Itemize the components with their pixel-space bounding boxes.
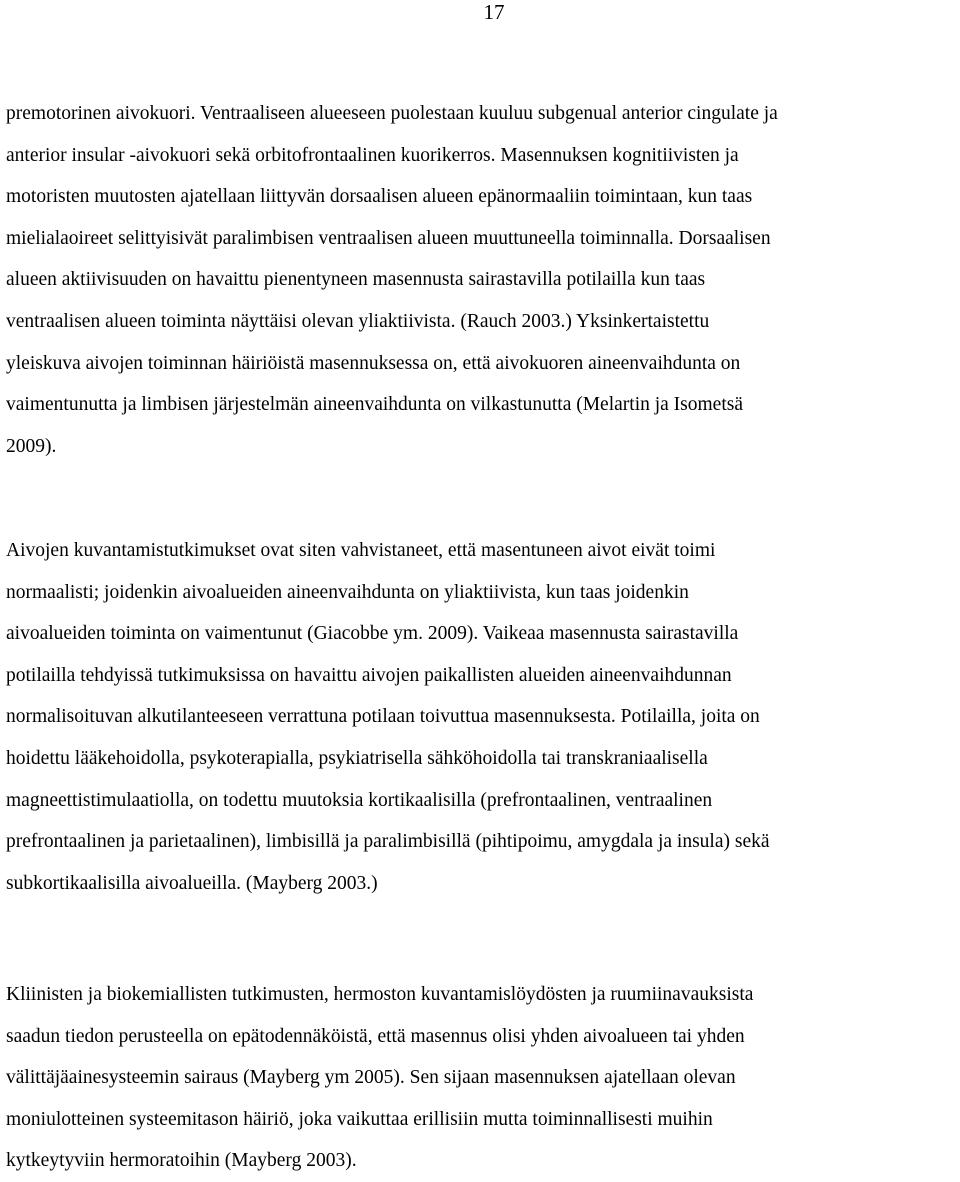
paragraph-line: saadun tiedon perusteella on epätodennäköistä, että masennus olisi yhden aivoalueen tai yhden: [6, 1025, 745, 1047]
paragraph-line: 2009).: [6, 435, 57, 457]
paragraph-line: välittäjäainesysteemin sairaus (Mayberg ym 2005). Sen sijaan masennuksen ajatellaan olevan: [6, 1067, 736, 1089]
paragraph-line: mielialaoireet selittyisivät paralimbisen ventraalisen alueen muuttuneella toiminnalla. Dorsaalisen: [6, 227, 771, 249]
paragraph-line: vaimentunutta ja limbisen järjestelmän aineenvaihdunta on vilkastunutta (Melartin ja Isometsä: [6, 394, 744, 416]
body-paragraph-1: [6, 93, 956, 467]
paragraph-line: magneettistimulaatiolla, on todettu muutoksia kortikaalisilla (prefrontaalinen, ventraalinen: [6, 789, 713, 811]
paragraph-line: aivoalueiden toiminta on vaimentunut (Giacobbe ym. 2009). Vaikeaa masennusta sairastavilla: [6, 623, 739, 645]
paragraph-line: hoidettu lääkehoidolla, psykoterapialla, psykiatrisella sähköhoidolla tai transkraniaalisella: [6, 747, 708, 769]
paragraph-line: kytkeytyviin hermoratoihin (Mayberg 2003).: [6, 1150, 357, 1172]
paragraph-line: subkortikaalisilla aivoalueilla. (Mayberg 2003.): [6, 872, 378, 894]
paragraph-line: normaalisti; joidenkin aivoalueiden aineenvaihdunta on yliaktiivista, kun taas joidenkin: [6, 581, 689, 603]
paragraph-line: potilailla tehdyissä tutkimuksissa on havaittu aivojen paikallisten alueiden aineenvaihdunnan: [6, 664, 732, 686]
body-paragraph-3: [6, 974, 956, 1182]
paragraph-line: moniulotteinen systeemitason häiriö, joka vaikuttaa erillisiin mutta toiminnallisesti muihin: [6, 1108, 713, 1130]
paragraph-line: premotorinen aivokuori. Ventraaliseen alueeseen puolestaan kuuluu subgenual anterior cingulate ja: [6, 103, 778, 124]
paragraph-line: ventraalisen alueen toiminta näyttäisi olevan yliaktiivista. (Rauch 2003.) Yksinkertaistettu: [6, 310, 710, 332]
paragraph-line: normalisoituvan alkutilanteeseen verrattuna potilaan toivuttua masennuksesta. Potilailla, joita on: [6, 706, 760, 728]
paragraph-line: alueen aktiivisuuden on havaittu pienentyneen masennusta sairastavilla potilailla kun taas: [6, 269, 706, 291]
paragraph-line: anterior insular -aivokuori sekä orbitofrontaalinen kuorikerros. Masennuksen kognitiivisten ja: [6, 144, 739, 166]
paragraph-line: Aivojen kuvantamistutkimukset ovat siten vahvistaneet, että masentuneen aivot eivät toimi: [6, 540, 716, 561]
paragraph-line: yleiskuva aivojen toiminnan häiriöistä masennuksessa on, että aivokuoren aineenvaihdunta on: [6, 352, 741, 374]
page-number: 17: [483, 0, 505, 24]
body-paragraph-2: [6, 530, 956, 904]
paragraph-line: Kliinisten ja biokemiallisten tutkimusten, hermoston kuvantamislöydösten ja ruumiinavauksista: [6, 984, 754, 1005]
paragraph-line: motoristen muutosten ajatellaan liittyvän dorsaalisen alueen epänormaaliin toimintaan, kun taas: [6, 186, 753, 208]
paragraph-line: prefrontaalinen ja parietaalinen), limbisillä ja paralimbisillä (pihtipoimu, amygdala ja insula) sekä: [6, 831, 770, 853]
